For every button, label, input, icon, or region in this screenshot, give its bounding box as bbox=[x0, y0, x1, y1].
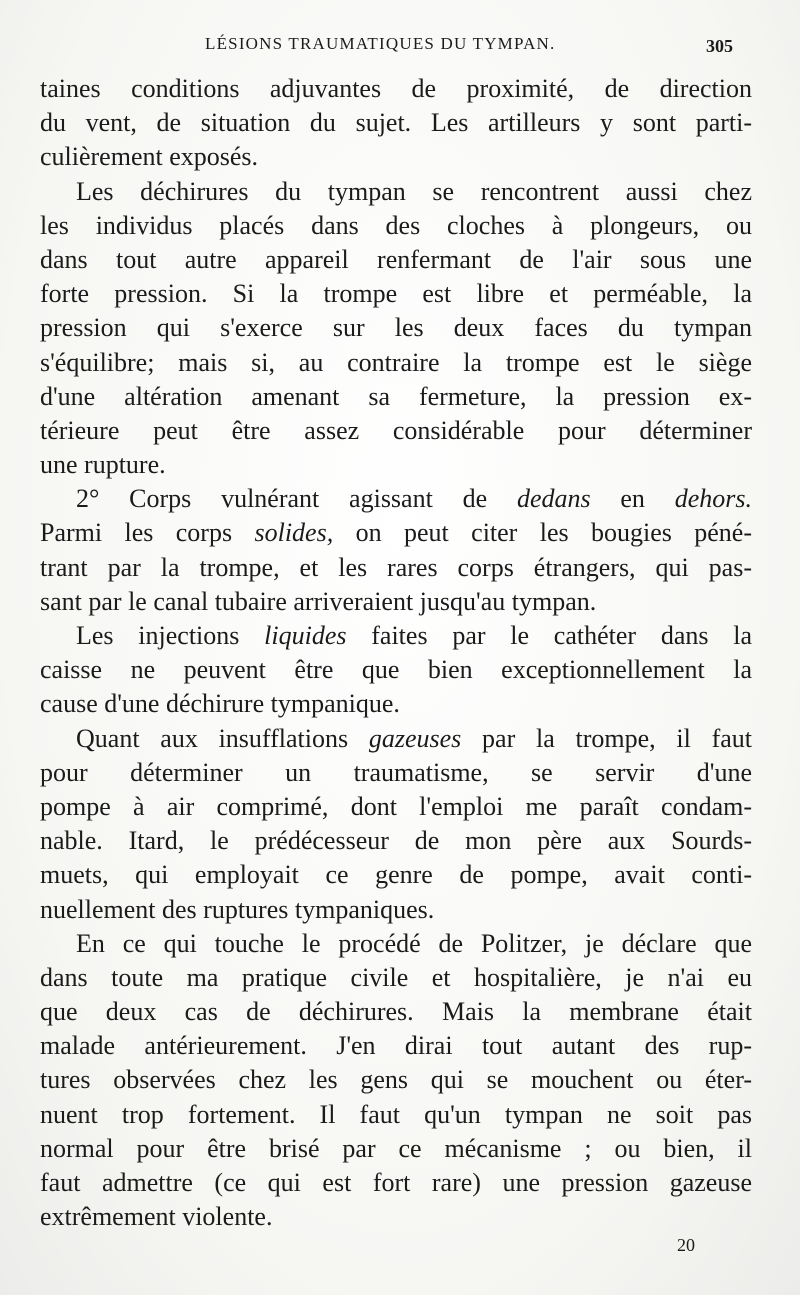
text-line bbox=[40, 243, 752, 277]
line-italic-text: dedans bbox=[516, 484, 591, 514]
text-line bbox=[40, 1132, 752, 1166]
text-line bbox=[40, 140, 752, 174]
line-text: forte pression. Si la trompe est libre et perméable, la bbox=[40, 279, 752, 309]
text-line bbox=[40, 346, 752, 380]
line-text: caisse ne peuvent être que bien exceptionnellement la bbox=[40, 655, 752, 685]
line-text: une rupture. bbox=[40, 450, 166, 480]
text-line bbox=[40, 516, 752, 550]
running-head-title: LÉSIONS TRAUMATIQUES DU TYMPAN. bbox=[205, 34, 556, 53]
text-line bbox=[40, 380, 752, 414]
line-text: pression qui s'exerce sur les deux faces du tympan bbox=[40, 313, 752, 343]
line-text: pour déterminer un traumatisme, se servir d'une bbox=[40, 757, 752, 787]
text-line bbox=[40, 824, 752, 858]
text-line bbox=[40, 1029, 752, 1063]
line-text: que deux cas de déchirures. Mais la membrane était bbox=[40, 997, 752, 1027]
text-line bbox=[40, 106, 752, 140]
line-text: nuent trop fortement. Il faut qu'un tympan ne soit pas bbox=[40, 1099, 752, 1129]
text-line bbox=[40, 1166, 752, 1200]
text-line bbox=[40, 722, 752, 756]
line-text: extrêmement violente. bbox=[40, 1202, 273, 1232]
line-italic-text: gazeuses bbox=[368, 723, 462, 753]
line-text: dans toute ma pratique civile et hospitalière, je n'ai eu bbox=[40, 962, 752, 992]
line-text: d'une altération amenant sa fermeture, la pression ex- bbox=[40, 381, 752, 411]
text-line bbox=[40, 756, 752, 790]
text-line bbox=[40, 209, 752, 243]
line-text: trant par la trompe, et les rares corps étrangers, qui pas- bbox=[40, 552, 752, 582]
text-line bbox=[40, 175, 752, 209]
text-line bbox=[40, 311, 752, 345]
text-line bbox=[40, 277, 752, 311]
text-line bbox=[40, 961, 752, 995]
text-line bbox=[40, 893, 752, 927]
line-tail-text: par la trompe, il faut bbox=[461, 723, 752, 753]
line-tail-text: faites par le cathéter dans la bbox=[346, 621, 752, 650]
line-text: Les injections bbox=[76, 621, 240, 650]
running-head bbox=[0, 34, 800, 58]
line-text: sant par le canal tubaire arriveraient jusqu'au tympan. bbox=[40, 586, 597, 616]
text-line bbox=[40, 551, 752, 585]
line-text: muets, qui employait ce genre de pompe, avait conti- bbox=[40, 860, 752, 890]
line-text: taines conditions adjuvantes de proximité, de direction bbox=[40, 74, 752, 103]
line-text: les individus placés dans des cloches à plongeurs, ou bbox=[40, 210, 752, 240]
text-line bbox=[40, 1098, 752, 1132]
text-line bbox=[40, 619, 752, 653]
line-text: cause d'une déchirure tympanique. bbox=[40, 689, 400, 719]
text-line bbox=[40, 858, 752, 892]
text-line bbox=[40, 653, 752, 687]
line-text: dans tout autre appareil renfermant de l'air sous une bbox=[40, 244, 752, 274]
line-text: faut admettre (ce qui est fort rare) une pression gazeuse bbox=[40, 1168, 752, 1197]
page-number: 305 bbox=[706, 36, 733, 56]
text-line bbox=[40, 1063, 752, 1097]
text-line bbox=[40, 448, 752, 482]
text-line bbox=[40, 687, 752, 721]
line-text: Quant aux insufflations bbox=[76, 723, 349, 753]
text-line bbox=[40, 995, 752, 1029]
body-text bbox=[40, 72, 752, 1234]
line-text: 2° Corps vulnérant agissant de bbox=[76, 484, 488, 514]
text-line bbox=[40, 1200, 752, 1234]
line-italic-text-2: dehors. bbox=[674, 484, 752, 514]
line-text: Parmi les corps bbox=[40, 518, 233, 548]
text-line bbox=[40, 585, 752, 619]
line-text: térieure peut être assez considérable pour déterminer bbox=[40, 415, 752, 445]
signature-mark: 20 bbox=[677, 1235, 695, 1255]
line-tail-text: en bbox=[590, 484, 675, 514]
line-text: En ce qui touche le procédé de Politzer, je déclare que bbox=[76, 928, 752, 958]
line-text: nuellement des ruptures tympaniques. bbox=[40, 894, 435, 924]
line-text: s'équilibre; mais si, au contraire la trompe est le siège bbox=[40, 347, 752, 377]
line-tail-text: on peut citer les bougies péné- bbox=[333, 518, 753, 548]
line-text: du vent, de situation du sujet. Les artilleurs y sont parti- bbox=[40, 108, 752, 138]
line-text: malade antérieurement. J'en dirai tout autant des rup- bbox=[40, 1031, 752, 1061]
text-line bbox=[40, 927, 752, 961]
text-line bbox=[40, 482, 752, 516]
text-line bbox=[40, 790, 752, 824]
line-italic-text: solides, bbox=[254, 518, 334, 548]
line-text: nable. Itard, le prédécesseur de mon père aux Sourds- bbox=[40, 826, 752, 856]
line-text: tures observées chez les gens qui se mouchent ou éter- bbox=[40, 1065, 752, 1095]
line-text: culièrement exposés. bbox=[40, 142, 259, 172]
text-line bbox=[40, 72, 752, 106]
text-line bbox=[40, 414, 752, 448]
line-text: Les déchirures du tympan se rencontrent aussi chez bbox=[76, 176, 752, 206]
line-italic-text: liquides bbox=[264, 621, 347, 650]
line-text: normal pour être brisé par ce mécanisme ; ou bien, il bbox=[40, 1133, 752, 1163]
line-text: pompe à air comprimé, dont l'emploi me paraît condam- bbox=[40, 791, 752, 821]
